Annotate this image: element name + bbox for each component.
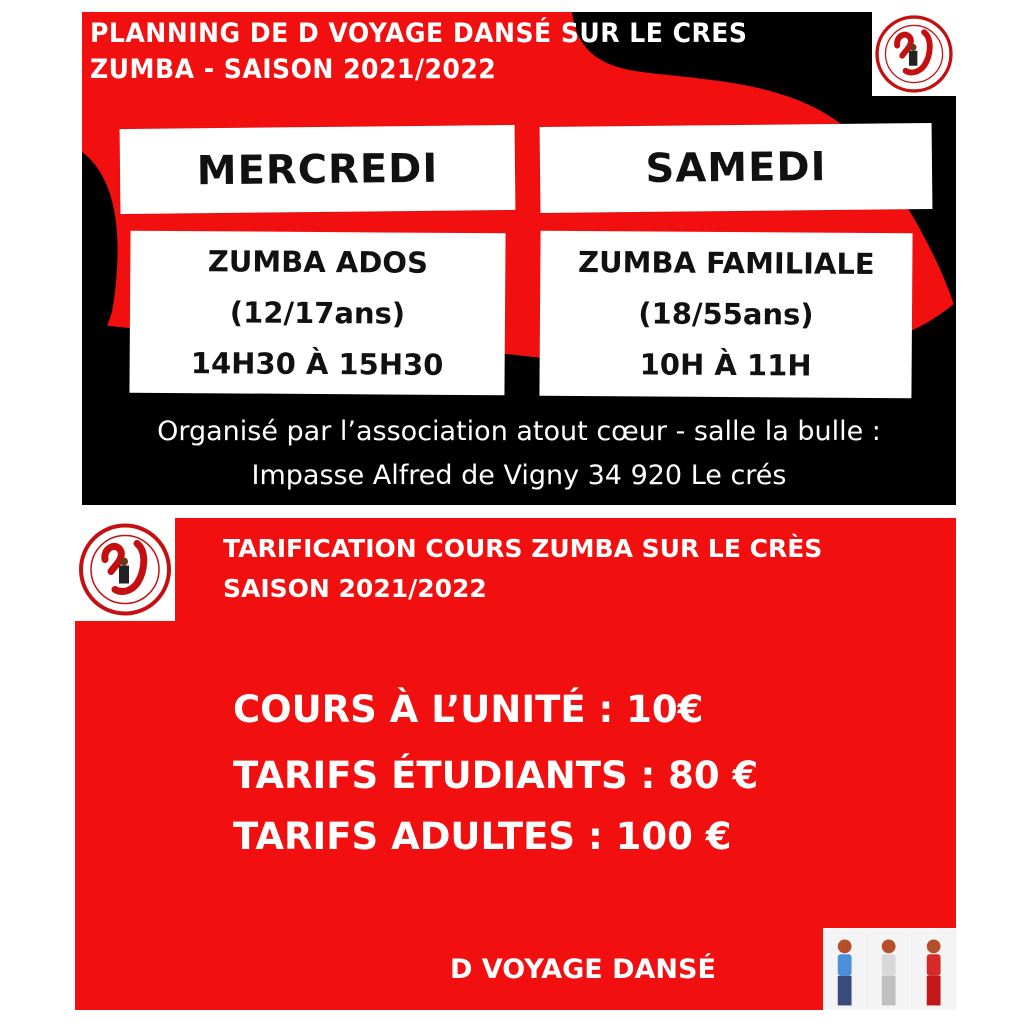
dancer-figure — [912, 928, 956, 1010]
tarifs-poster — [75, 518, 956, 1010]
tarifs-title-line1: TARIFICATION COURS ZUMBA SUR LE CRÈS — [223, 534, 823, 563]
planning-title-line2: ZUMBA - SAISON 2021/2022 — [90, 54, 497, 85]
price-adults: TARIFS ADULTES : 100 € — [233, 815, 732, 858]
organizer-line2: Impasse Alfred de Vigny 34 920 Le crés — [251, 460, 787, 491]
logo-graphic — [75, 518, 175, 621]
course-box-familiale — [539, 231, 912, 399]
course-box-ados — [129, 231, 505, 396]
course-age: (18/55ans) — [638, 296, 814, 332]
price-students: TARIFS ÉTUDIANTS : 80 € — [233, 754, 759, 797]
dancer-figure — [867, 928, 911, 1010]
course-time: 10H À 11H — [639, 347, 812, 383]
course-name: ZUMBA ADOS — [207, 243, 429, 280]
dancer-logo-icon — [75, 518, 175, 621]
course-age: (12/17ans) — [229, 294, 406, 331]
day-label: MERCREDI — [196, 145, 439, 194]
dancer-logo-icon — [872, 12, 956, 96]
planning-title-line1: PLANNING DE D VOYAGE DANSÉ SUR LE CRES — [90, 18, 748, 49]
day-box-mercredi — [120, 125, 516, 214]
day-box-samedi — [540, 123, 933, 213]
course-name: ZUMBA FAMILIALE — [577, 244, 875, 282]
dancers-photo — [823, 928, 956, 1010]
course-time: 14H30 À 15H30 — [190, 345, 444, 382]
day-label: SAMEDI — [645, 144, 827, 192]
price-unit: COURS À L’UNITÉ : 10€ — [233, 688, 704, 731]
brand-name: D VOYAGE DANSÉ — [450, 954, 716, 985]
organizer-line1: Organisé par l’association atout cœur - salle la bulle : — [157, 416, 881, 447]
logo-graphic — [872, 12, 956, 96]
planning-poster — [82, 12, 956, 505]
tarifs-title-line2: SAISON 2021/2022 — [223, 574, 487, 603]
dancer-figure — [823, 928, 867, 1010]
